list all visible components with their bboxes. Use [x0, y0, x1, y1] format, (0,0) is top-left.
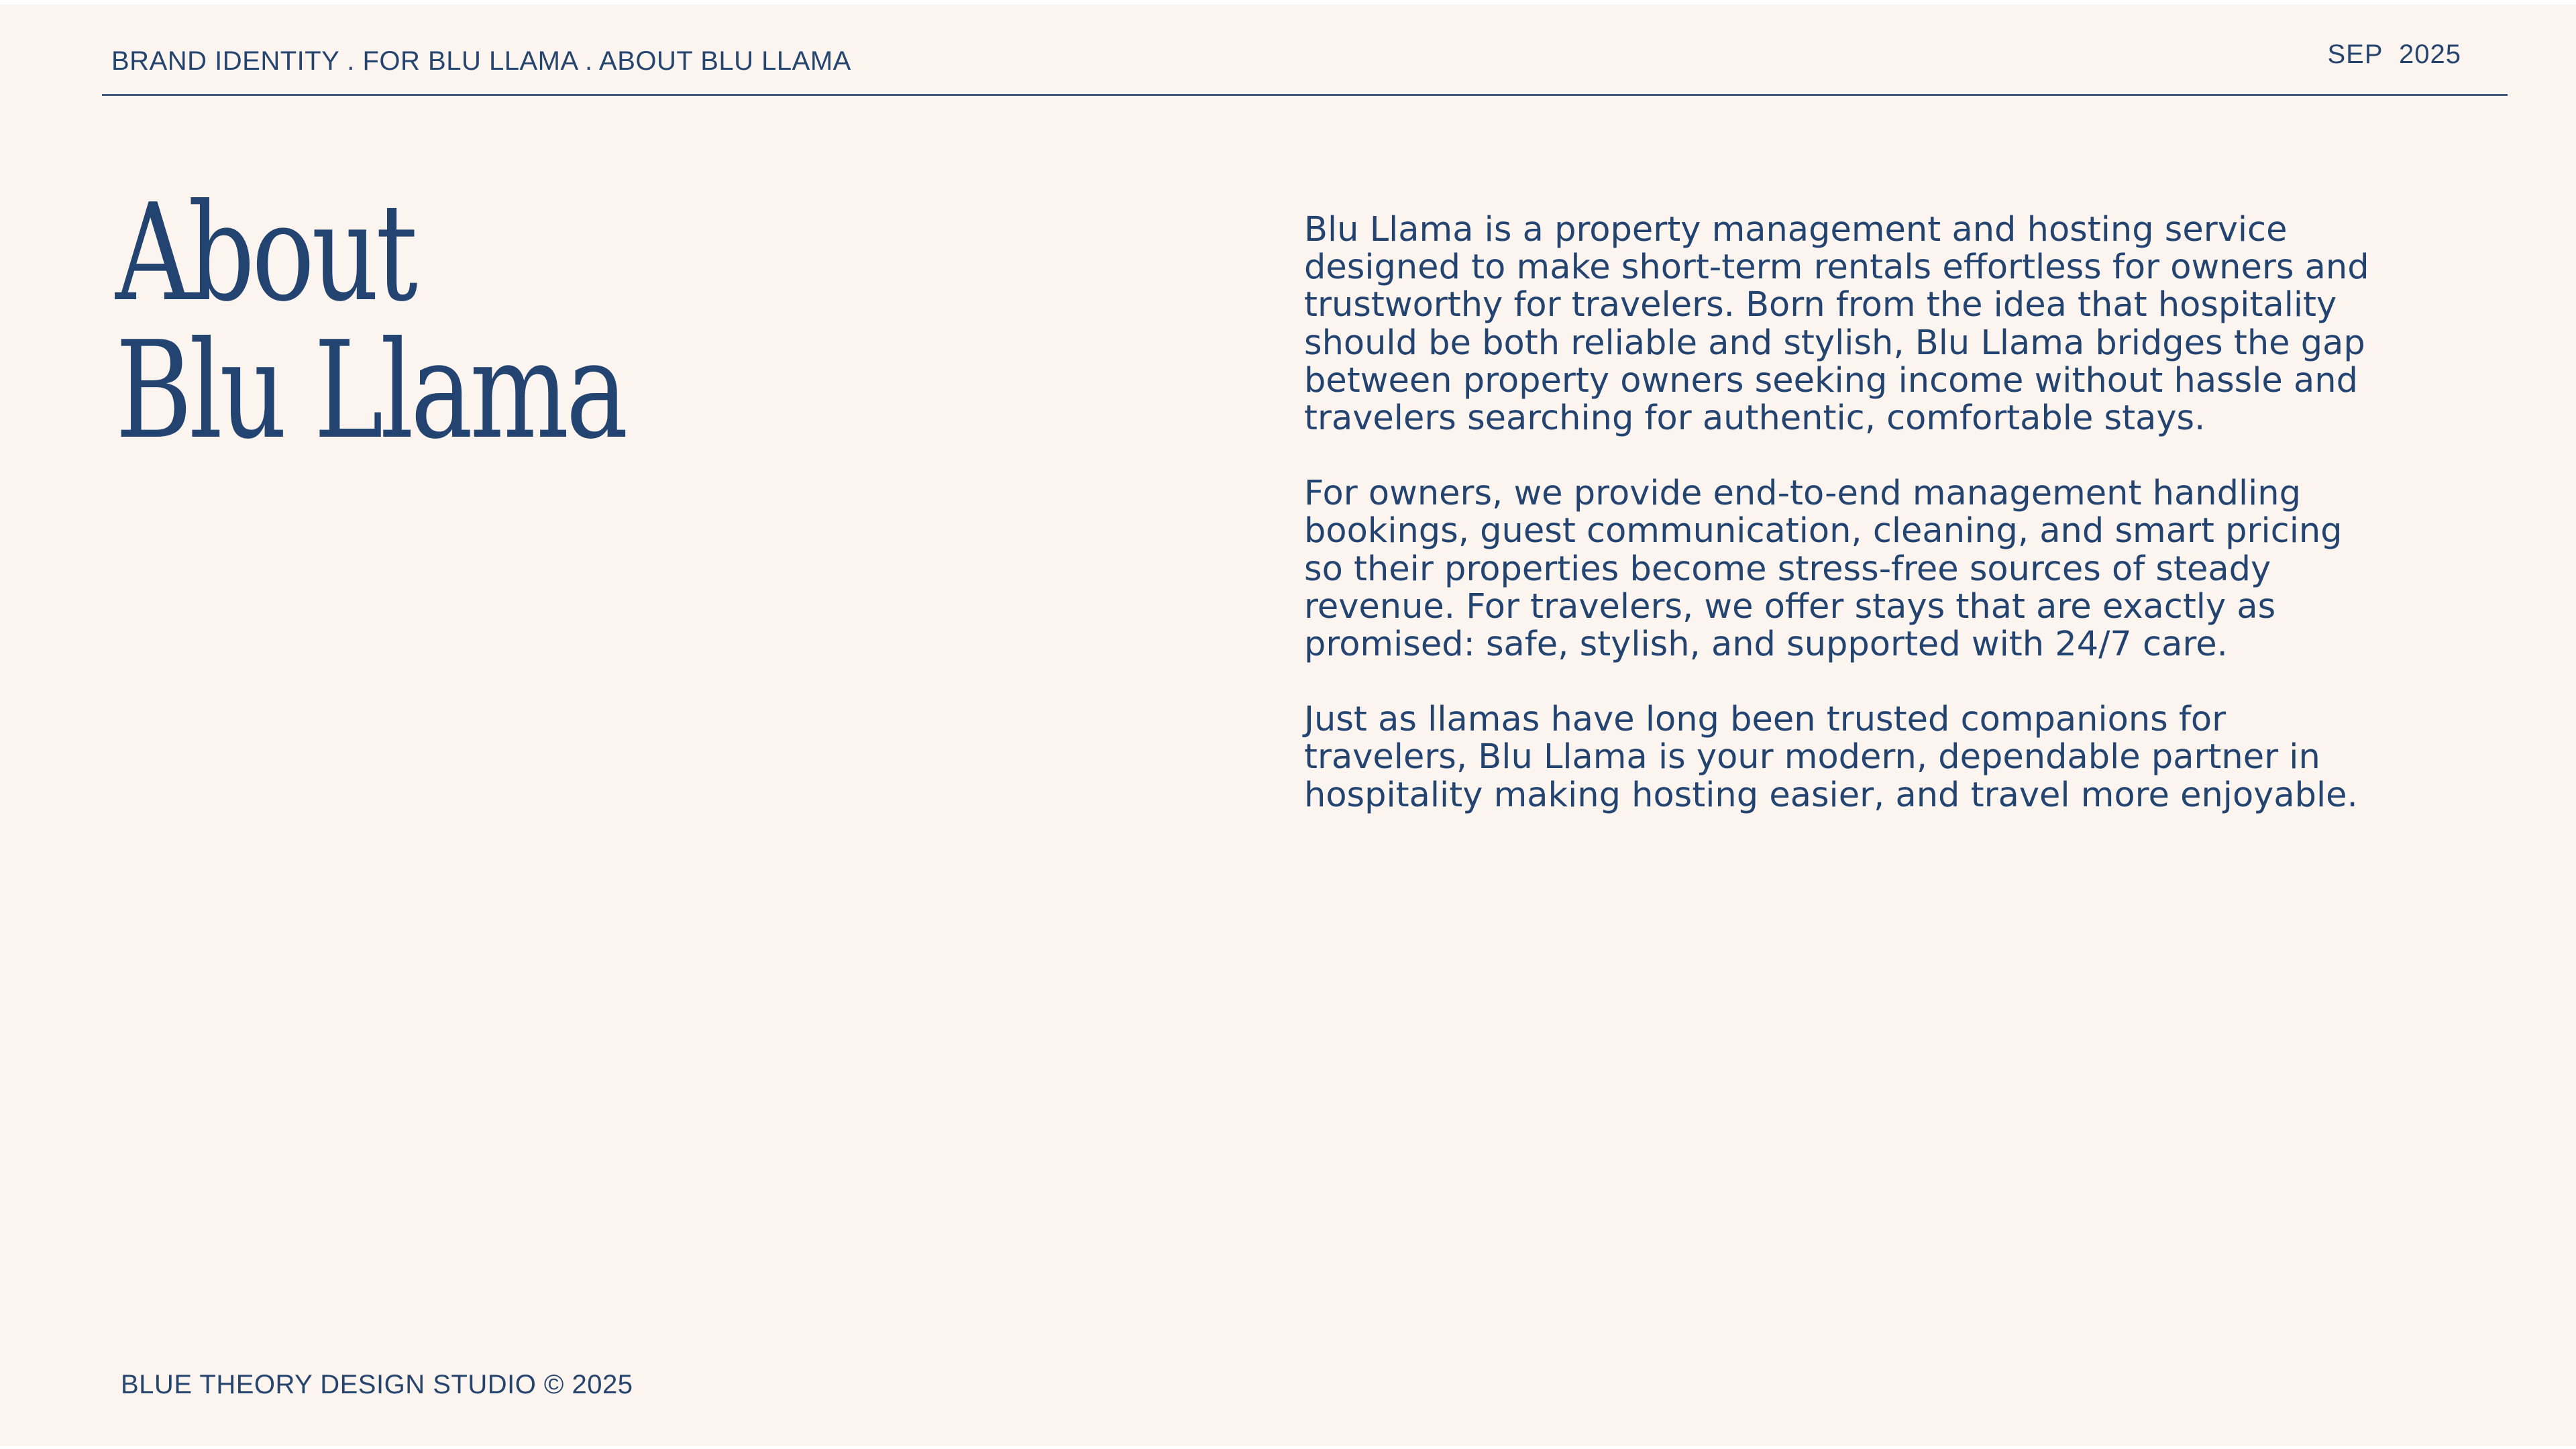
page-title-line-1: About [115, 175, 415, 331]
slide-page [0, 5, 2576, 1446]
header-date: SEP 2025 [2327, 40, 2461, 69]
footer-copyright: BLUE THEORY DESIGN STUDIO © 2025 [121, 1370, 633, 1399]
page-title [115, 175, 625, 469]
header-breadcrumb: BRAND IDENTITY . FOR BLU LLAMA . ABOUT BLU LLAMA [111, 46, 851, 76]
about-paragraph-3: Just as llamas have long been trusted companions for travelers, Blu Llama is your modern, dependable partner in hospitality making hosting easier, and travel more enjoyable. [1304, 700, 2358, 815]
about-body [1304, 211, 2391, 852]
header-divider [102, 94, 2508, 96]
about-paragraph-2: For owners, we provide end-to-end management handling bookings, guest communication, cleaning, and smart pricing so their properties become stress-free sources of steady revenue. For travelers, we offer stays that are exactly as promised: safe, stylish, and supported with 24/7 care. [1304, 474, 2343, 665]
page-title-line-2: Blu Llama [115, 313, 625, 469]
about-paragraph-1: Blu Llama is a property management and hosting service designed to make short-term rentals effortless for owners and trustworthy for travelers. Born from the idea that hospitality should be both reliable and stylish, Blu Llama bridges the gap between property owners seeking income without hassle and travelers searching for authentic, comfortable stays. [1304, 210, 2369, 439]
